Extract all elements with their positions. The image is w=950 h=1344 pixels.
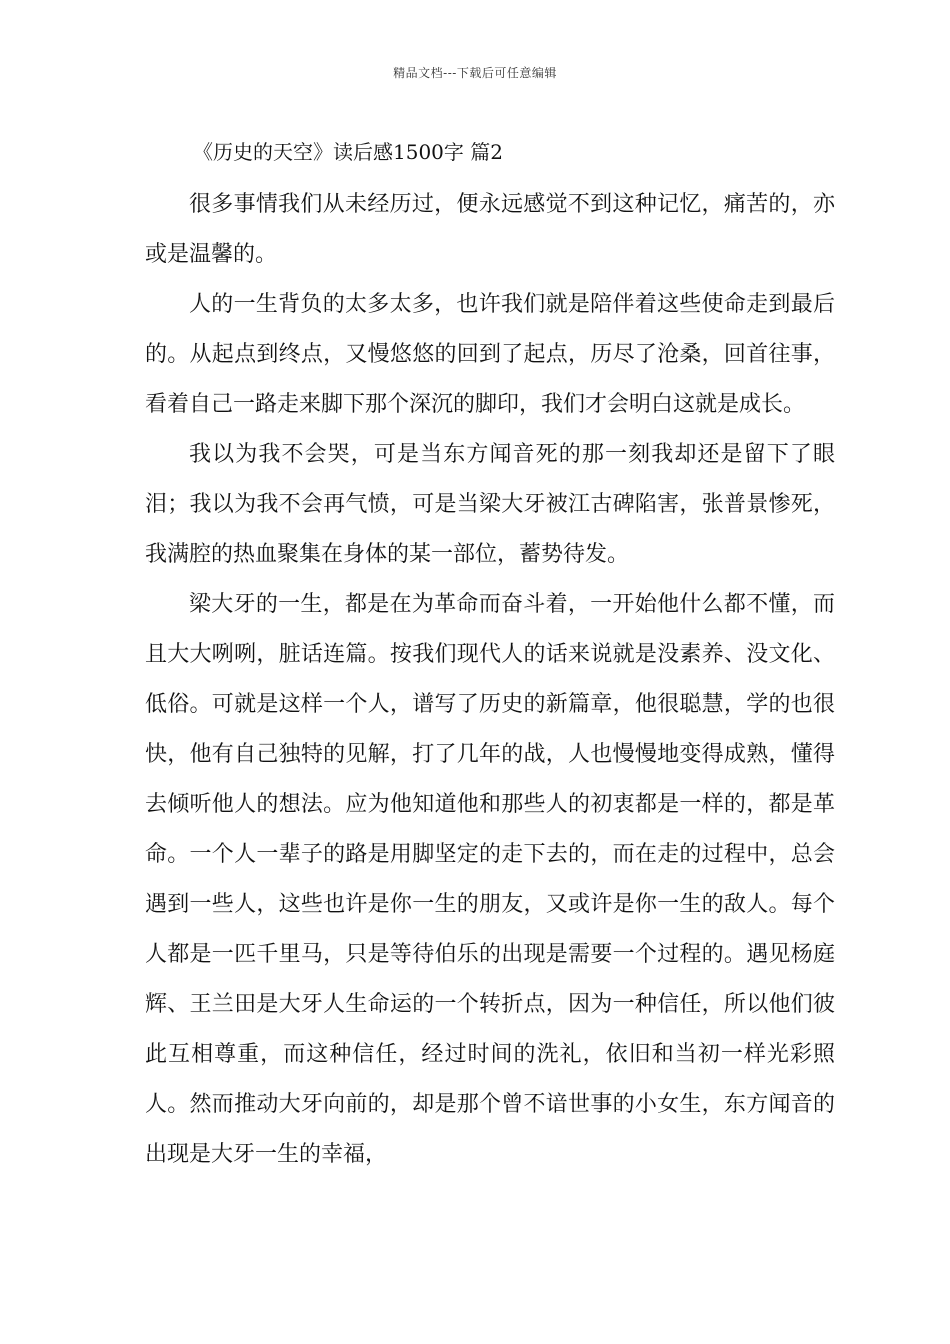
- paragraph: 梁大牙的一生，都是在为革命而奋斗着，一开始他什么都不懂，而且大大咧咧，脏话连篇。按我们现代人的话来说就是没素养、没文化、低俗。可就是这样一个人，谱写了历史的新篇章，他很聪慧，学的也很快，他有自己独特的见解，打了几年的战，人也慢慢地变得成熟，懂得去倾听他人的想法。应为他知道他和那些人的初衷都是一样的，都是革命。一个人一辈子的路是用脚坚定的走下去的，而在走的过程中，总会遇到一些人，这些也许是你一生的朋友，又或许是你一生的敌人。每个人都是一匹千里马，只是等待伯乐的出现是需要一个过程的。遇见杨庭辉、王兰田是大牙人生命运的一个转折点，因为一种信任，所以他们彼此互相尊重，而这种信任，经过时间的洗礼，依旧和当初一样光彩照人。然而推动大牙向前的，却是那个曾不谙世事的小女生，东方闻音的出现是大牙一生的幸福，: [145, 592, 835, 1167]
- page-header-note: 精品文档---下载后可任意编辑: [393, 66, 557, 80]
- document-body: [145, 134, 835, 1180]
- paragraph: 人的一生背负的太多太多，也许我们就是陪伴着这些使命走到最后的。从起点到终点，又慢悠悠的回到了起点，历尽了沧桑，回首往事，看着自己一路走来脚下那个深沉的脚印，我们才会明白这就是成长。: [145, 292, 835, 417]
- paragraph: 很多事情我们从未经历过，便永远感觉不到这种记忆，痛苦的，亦或是温馨的。: [145, 192, 835, 267]
- document-title: 《历史的天空》读后感1500字 篇2: [193, 140, 503, 164]
- paragraph: 我以为我不会哭，可是当东方闻音死的那一刻我却还是留下了眼泪；我以为我不会再气愤，可是当梁大牙被江古碑陷害，张普景惨死，我满腔的热血聚集在身体的某一部位，蓄势待发。: [145, 442, 835, 567]
